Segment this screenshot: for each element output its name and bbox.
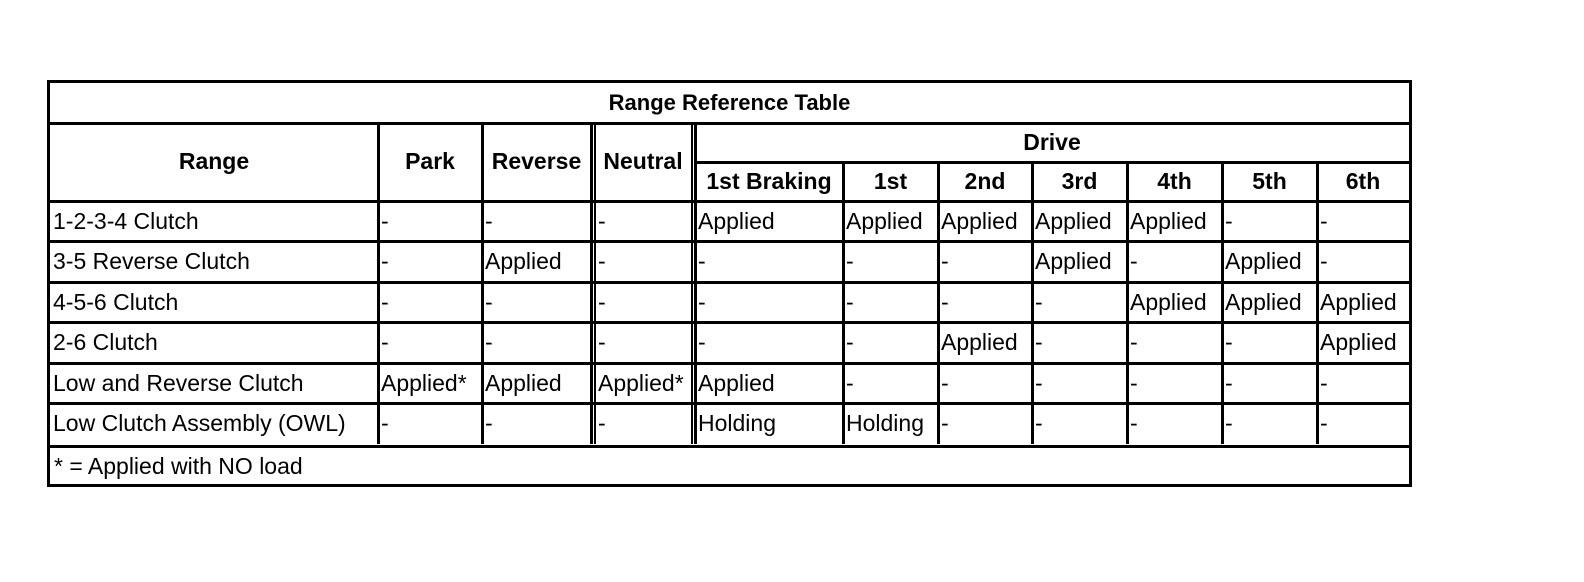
table-cell: -	[598, 207, 606, 234]
table-cell: -	[698, 329, 706, 356]
table-cell: -	[941, 248, 949, 275]
header-drive-gear: 2nd	[964, 168, 1006, 194]
table-cell: -	[1130, 248, 1138, 275]
table-cell: -	[846, 288, 854, 315]
table-cell: -	[381, 207, 389, 234]
header-drive: Drive	[1023, 128, 1081, 155]
table-cell: -	[1320, 410, 1328, 437]
table-cell: -	[381, 410, 389, 437]
table-cell: Applied	[941, 207, 1018, 234]
table-cell: -	[598, 329, 606, 356]
table-cell: -	[698, 248, 706, 275]
table-cell: -	[846, 369, 854, 396]
header-drive-gear: 1st Braking	[706, 168, 832, 194]
table-cell: -	[381, 288, 389, 315]
table-cell: -	[598, 248, 606, 275]
table-cell: Applied	[1130, 288, 1207, 315]
table-cell: Applied	[1225, 248, 1302, 275]
table-cell: -	[485, 410, 493, 437]
table-cell: Applied	[941, 329, 1018, 356]
header-reverse: Reverse	[491, 148, 582, 174]
table-cell: -	[485, 207, 493, 234]
row-label: 2-6 Clutch	[53, 329, 158, 356]
table-cell: Holding	[846, 410, 924, 437]
table-cell: -	[1035, 410, 1043, 437]
table-title: Range Reference Table	[50, 83, 1409, 125]
table-cell: -	[598, 288, 606, 315]
table-cell: -	[598, 410, 606, 437]
table-cell: -	[1130, 410, 1138, 437]
table-cell: Applied*	[381, 369, 467, 396]
footnote: * = Applied with NO load	[50, 445, 1409, 484]
table-cell: -	[1320, 207, 1328, 234]
table-cell: -	[941, 288, 949, 315]
table-cell: Applied	[485, 248, 562, 275]
table-cell: -	[485, 329, 493, 356]
table-cell: -	[381, 248, 389, 275]
table-cell: -	[1225, 369, 1233, 396]
table-cell: -	[698, 288, 706, 315]
header-drive-gear: 4th	[1157, 168, 1192, 194]
table-cell: Applied	[1225, 288, 1302, 315]
row-label: 1-2-3-4 Clutch	[53, 207, 199, 234]
header-drive-gear: 5th	[1252, 168, 1287, 194]
table-cell: -	[846, 248, 854, 275]
table-cell: -	[1225, 207, 1233, 234]
table-cell: Applied	[1320, 329, 1397, 356]
table-cell: -	[485, 288, 493, 315]
row-label: 3-5 Reverse Clutch	[53, 248, 250, 275]
table-cell: Applied*	[598, 369, 684, 396]
table-cell: -	[1320, 248, 1328, 275]
row-label: Low and Reverse Clutch	[53, 369, 304, 396]
row-label: 4-5-6 Clutch	[53, 288, 179, 315]
table-cell: -	[1035, 329, 1043, 356]
header-drive-gear: 1st	[873, 168, 908, 194]
table-cell: -	[1035, 288, 1043, 315]
table-cell: Applied	[1130, 207, 1207, 234]
table-cell: -	[1130, 329, 1138, 356]
row-label: Low Clutch Assembly (OWL)	[53, 410, 346, 437]
table-cell: Applied	[698, 369, 775, 396]
header-park: Park	[405, 148, 455, 174]
range-reference-table	[47, 80, 1412, 487]
table-cell: -	[1225, 329, 1233, 356]
header-drive-gear: 3rd	[1061, 168, 1098, 194]
header-range: Range	[178, 148, 250, 174]
table-cell: Applied	[1320, 288, 1397, 315]
table-cell: -	[1130, 369, 1138, 396]
header-neutral: Neutral	[603, 148, 683, 174]
table-cell: -	[381, 329, 389, 356]
table-cell: Applied	[1035, 248, 1112, 275]
table-cell: -	[941, 410, 949, 437]
table-cell: -	[846, 329, 854, 356]
table-cell: Holding	[698, 410, 776, 437]
table-cell: Applied	[846, 207, 923, 234]
header-drive-gear: 6th	[1345, 168, 1381, 194]
table-cell: -	[941, 369, 949, 396]
table-cell: Applied	[698, 207, 775, 234]
table-cell: Applied	[485, 369, 562, 396]
table-cell: -	[1035, 369, 1043, 396]
table-cell: -	[1225, 410, 1233, 437]
table-cell: Applied	[1035, 207, 1112, 234]
table-cell: -	[1320, 369, 1328, 396]
